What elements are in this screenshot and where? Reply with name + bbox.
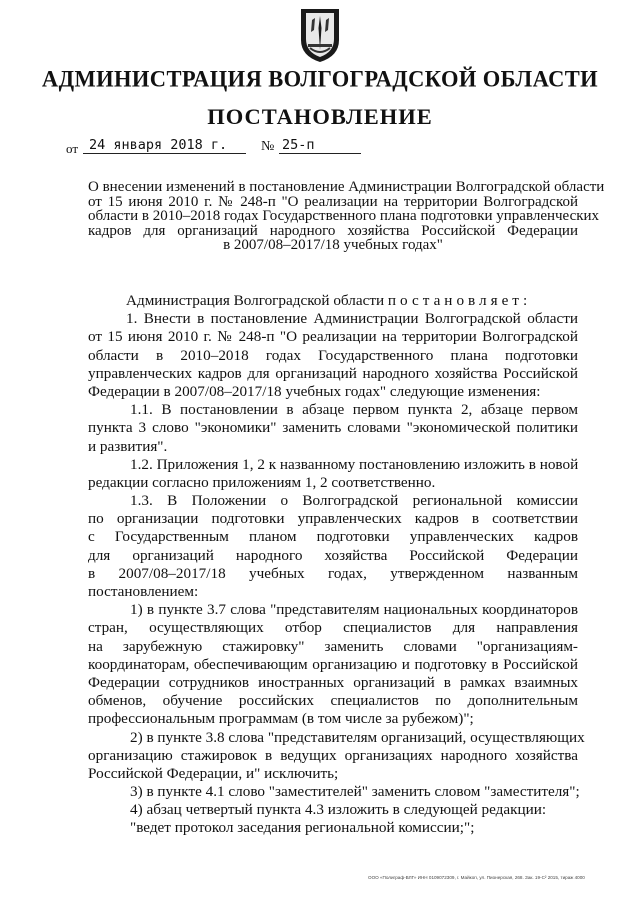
body-line: организацию стажировок в ведущих организациях народного хозяйства bbox=[88, 746, 578, 764]
intro-decision: постановляет: bbox=[387, 292, 532, 309]
body-line: 1.1. В постановлении в абзаце первом пункта 2, абзаце первом bbox=[130, 401, 578, 419]
subject-line: кадров для организаций народного хозяйства Российской Федерации bbox=[88, 222, 578, 239]
body-line: 1) в пункте 3.7 слова "представителям национальных координаторов bbox=[130, 601, 578, 619]
body-line: 1. Внести в постановление Администрации Волгоградской области bbox=[126, 310, 578, 328]
body-line: 1.2. Приложения 1, 2 к названному постановлению изложить в новой bbox=[130, 455, 579, 473]
body-line: на зарубежную стажировку" заменить словами "организациям- bbox=[88, 637, 578, 655]
body-line: и развития". bbox=[88, 437, 168, 455]
date-prefix: от bbox=[66, 141, 79, 156]
document-type-title: ПОСТАНОВЛЕНИЕ bbox=[207, 104, 433, 129]
body-line: 3) в пункте 4.1 слово "заместителей" заменить словом "заместителя"; bbox=[130, 783, 580, 801]
subject-line: области в 2010–2018 годах Государственного плана подготовки управленческих bbox=[88, 208, 600, 225]
body-line: 1.3. В Положении о Волгоградской региональной комиссии bbox=[130, 492, 578, 510]
number-sign: № bbox=[261, 139, 275, 154]
body-line: профессиональным программам (в том числе за рубежом)"; bbox=[88, 710, 474, 728]
body-line: Федерации сотрудников иностранных организаций в рамках взаимных bbox=[88, 673, 578, 691]
document-number: 25-п bbox=[279, 137, 361, 154]
body-line: пункта 3 слово "экономики" заменить словами "экономической политики bbox=[88, 419, 578, 437]
body-line: постановлением: bbox=[88, 583, 199, 600]
body-line: стран, осуществляющих отбор специалистов для направления bbox=[88, 619, 578, 637]
coat-of-arms-icon bbox=[298, 6, 342, 64]
body-line: обменов, обучение российских специалистов по дополнительным bbox=[88, 692, 578, 710]
body-line: с Государственным планом подготовки управленческих кадров bbox=[88, 528, 578, 546]
body-line: в 2007/08–2017/18 учебных годах, утвержденном названным bbox=[88, 564, 578, 582]
subject-line: в 2007/08–2017/18 учебных годах" bbox=[223, 237, 443, 254]
organization-title: АДМИНИСТРАЦИЯ ВОЛГОГРАДСКОЙ ОБЛАСТИ bbox=[41, 65, 599, 92]
body-line: от 15 июня 2010 г. № 248-п "О реализации на территории Волгоградской bbox=[88, 328, 578, 346]
body-line: 2) в пункте 3.8 слова "представителям организаций, осуществляющих bbox=[130, 728, 585, 746]
document-subject bbox=[88, 179, 605, 254]
subject-line: от 15 июня 2010 г. № 248-п "О реализации на территории Волгоградской bbox=[88, 193, 578, 210]
document-date: 24 января 2018 г. bbox=[83, 137, 246, 154]
subject-line: О внесении изменений в постановление Администрации Волгоградской области bbox=[88, 179, 605, 195]
intro-line bbox=[88, 292, 578, 310]
body-line: управленческих кадров для организаций народного хозяйства Российской bbox=[88, 364, 578, 382]
printer-imprint: ООО «Полиграф-ВЛГ» ИНН 0109072309, г. Майкоп, ул. Пионерская, 268. Зак. 19-С² 2015, тираж 4000 bbox=[368, 875, 585, 880]
body-line: Федерации в 2007/08–2017/18 учебных годах" следующие изменения: bbox=[88, 382, 541, 400]
body-line: по организации подготовки управленческих кадров в соответствии bbox=[88, 510, 578, 528]
body-line: для организаций народного хозяйства Российской Федерации bbox=[88, 546, 578, 564]
intro-text: Администрация Волгоградской области bbox=[126, 292, 385, 309]
body-line: Российской Федерации, и" исключить; bbox=[88, 764, 339, 782]
body-line: 4) абзац четвертый пункта 4.3 изложить в следующей редакции: bbox=[130, 801, 547, 819]
body-line: редакции согласно приложениям 1, 2 соответственно. bbox=[88, 473, 436, 491]
body-line: "ведет протокол заседания региональной комиссии;"; bbox=[130, 819, 475, 837]
body-line: области в 2010–2018 годах Государственного плана подготовки bbox=[88, 346, 578, 364]
document-body bbox=[88, 292, 585, 838]
body-line: координаторам, обеспечивающим организацию и подготовку в Российской bbox=[88, 655, 578, 673]
